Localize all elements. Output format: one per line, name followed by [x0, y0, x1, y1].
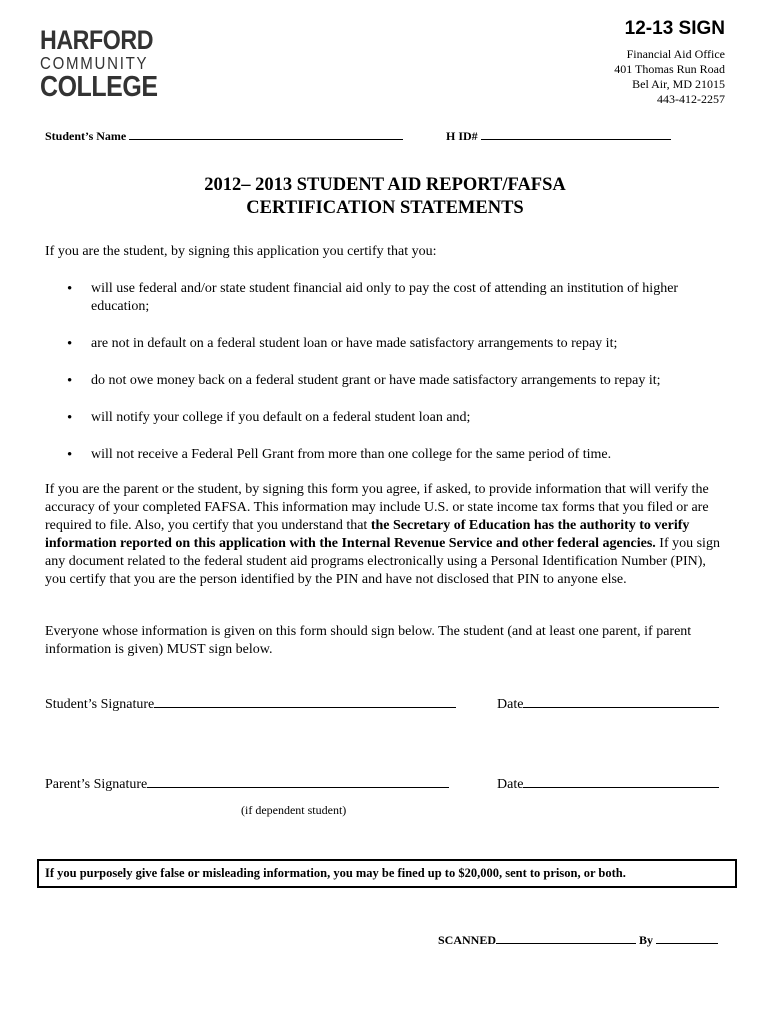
list-item: • will notify your college if you default on a federal student loan and; [45, 409, 735, 427]
scanned-footer [438, 931, 718, 948]
scanned-label: SCANNED [438, 933, 497, 947]
student-date-label: Date [497, 697, 524, 712]
college-logo [40, 25, 158, 103]
parent-signature-field[interactable] [45, 775, 449, 793]
list-item: • will use federal and/or state student financial aid only to pay the cost of attending an institution of higher education; [45, 280, 735, 316]
office-name: Financial Aid Office [626, 47, 725, 61]
logo-line-college: COLLEGE [40, 71, 158, 103]
student-date-field[interactable] [497, 695, 719, 713]
logo-line-harford: HARFORD [40, 25, 154, 55]
student-date-line[interactable] [523, 695, 719, 708]
warning-box: If you purposely give false or misleading information, you may be fined up to $20,000, sent to prison, or both. [37, 859, 737, 888]
logo-line-community: COMMUNITY [40, 53, 149, 73]
parent-date-label: Date [497, 777, 524, 792]
list-item: • do not owe money back on a federal student grant or have made satisfactory arrangements to repay it; [45, 372, 735, 390]
office-address [614, 47, 725, 107]
parent-student-paragraph [45, 481, 730, 589]
student-name-field[interactable] [45, 127, 403, 144]
signing-instructions: Everyone whose information is given on this form should sign below. The student (and at least one parent, if parent information is given) MUST sign below. [45, 624, 692, 657]
title-line-1: 2012– 2013 STUDENT AID REPORT/FAFSA [204, 175, 566, 195]
by-blank[interactable] [656, 931, 718, 944]
dependent-note: (if dependent student) [241, 803, 347, 817]
para1-text-start: If you are the parent or the student, by signing this form you agree, if asked, to provide information that will verify the accuracy of your completed FAFSA. This information may include U.S. or state income tax forms that you filed or are required to file. Also, you certify that you understand that [45, 482, 709, 533]
list-item: • are not in default on a federal student loan or have made satisfactory arrangements to repay it; [45, 335, 735, 353]
para1-bold-text: the Secretary of Education has the authority to verify information reported on this application with the Internal Revenue Service and other federal agencies. [45, 518, 690, 551]
para1-text-end: If you sign any document related to the federal student aid programs electronically using a Personal Identification Number (PIN), you certify that you are the person identified by the PIN and have not disclosed that PIN to anyone else. [45, 536, 720, 587]
parent-signature-line[interactable] [147, 775, 449, 788]
student-signature-field[interactable] [45, 695, 456, 713]
scanned-blank[interactable] [496, 931, 636, 944]
form-code: 12-13 SIGN [624, 18, 725, 39]
title-line-2: CERTIFICATION STATEMENTS [246, 198, 524, 218]
student-name-blank[interactable] [129, 127, 403, 140]
hid-blank[interactable] [481, 127, 671, 140]
by-label: By [639, 933, 654, 947]
certification-list [45, 280, 735, 483]
document-title [0, 174, 770, 220]
list-item: • will not receive a Federal Pell Grant from more than one college for the same period of time. [45, 446, 735, 464]
parent-date-field[interactable] [497, 775, 719, 793]
hid-label: H ID# [446, 129, 478, 143]
hid-field[interactable] [446, 127, 671, 144]
student-signature-label: Student’s Signature [45, 697, 155, 712]
parent-signature-label: Parent’s Signature [45, 777, 148, 792]
parent-date-line[interactable] [523, 775, 719, 788]
office-city: Bel Air, MD 21015 [632, 77, 725, 91]
student-name-label: Student’s Name [45, 129, 127, 143]
office-phone: 443-412-2257 [657, 92, 725, 106]
intro-text: If you are the student, by signing this application you certify that you: [45, 244, 437, 259]
office-street: 401 Thomas Run Road [614, 62, 725, 76]
student-signature-line[interactable] [154, 695, 456, 708]
